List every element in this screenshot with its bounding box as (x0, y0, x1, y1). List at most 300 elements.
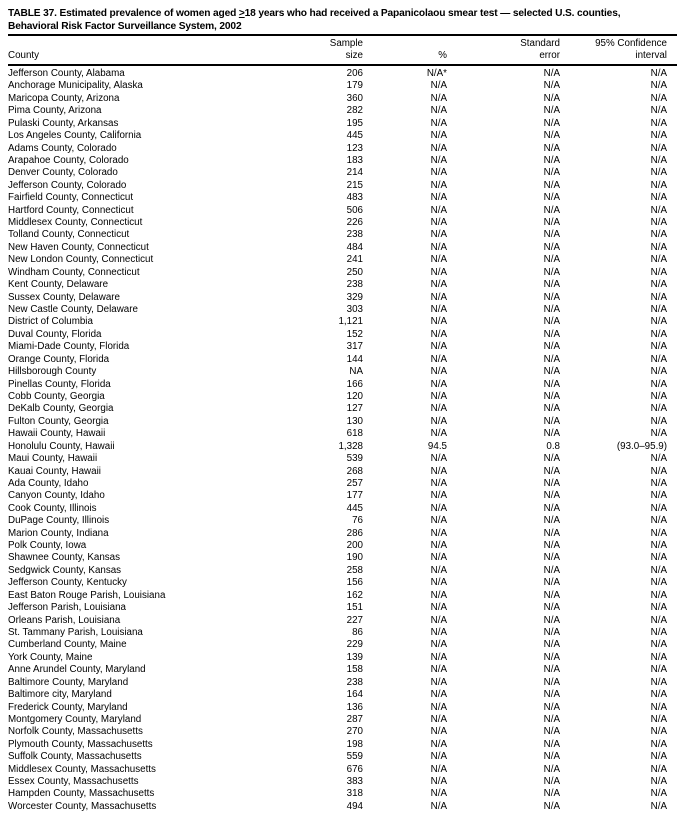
percent-cell: N/A (430, 689, 447, 701)
table-row (8, 93, 677, 105)
standard-error-cell: N/A (543, 217, 560, 229)
standard-error-cell: N/A (543, 701, 560, 713)
standard-error-cell: N/A (543, 763, 560, 775)
county-cell: Middlesex County, Massachusetts (8, 763, 156, 775)
percent-cell: N/A (430, 726, 447, 738)
confidence-interval-cell: N/A (650, 676, 667, 688)
sample-size-cell: 282 (346, 105, 363, 117)
table-row (8, 453, 677, 465)
table-row (8, 590, 677, 602)
standard-error-cell: N/A (543, 515, 560, 527)
table-row (8, 316, 677, 328)
standard-error-cell: N/A (543, 552, 560, 564)
table-body (8, 65, 677, 813)
sample-size-cell: 483 (346, 192, 363, 204)
percent-cell: N/A (430, 192, 447, 204)
confidence-interval-cell: N/A (650, 390, 667, 402)
confidence-interval-cell: N/A (650, 738, 667, 750)
county-cell: Honolulu County, Hawaii (8, 440, 115, 452)
standard-error-cell: N/A (543, 304, 560, 316)
sample-size-cell: 241 (346, 254, 363, 266)
confidence-interval-cell: N/A (650, 229, 667, 241)
table-row (8, 254, 677, 266)
standard-error-cell: N/A (543, 366, 560, 378)
sample-size-cell: NA (349, 366, 363, 378)
confidence-interval-cell: N/A (650, 701, 667, 713)
standard-error-cell: N/A (543, 403, 560, 415)
table-row (8, 565, 677, 577)
confidence-interval-cell: N/A (650, 626, 667, 638)
confidence-interval-cell: N/A (650, 130, 667, 142)
confidence-interval-cell: N/A (650, 117, 667, 129)
standard-error-cell: N/A (543, 477, 560, 489)
confidence-interval-cell: N/A (650, 80, 667, 92)
confidence-interval-cell: N/A (650, 341, 667, 353)
percent-cell: N/A (430, 266, 447, 278)
county-cell: Frederick County, Maryland (8, 701, 128, 713)
percent-cell: N/A (430, 701, 447, 713)
table-row (8, 143, 677, 155)
sample-size-cell: 229 (346, 639, 363, 651)
col-header-sample-size-line2: size (345, 50, 363, 61)
sample-size-cell: 445 (346, 502, 363, 514)
col-header-standard-error-line1: Standard (520, 38, 560, 49)
confidence-interval-cell: N/A (650, 577, 667, 589)
sample-size-cell: 164 (346, 689, 363, 701)
confidence-interval-cell: N/A (650, 800, 667, 812)
table-row (8, 801, 677, 813)
table-row (8, 391, 677, 403)
percent-cell: N/A (430, 316, 447, 328)
table-row (8, 403, 677, 415)
percent-cell: N/A (430, 403, 447, 415)
percent-cell: N/A (430, 751, 447, 763)
sample-size-cell: 179 (346, 80, 363, 92)
standard-error-cell: N/A (543, 316, 560, 328)
percent-cell: N/A (430, 241, 447, 253)
confidence-interval-cell: N/A (650, 328, 667, 340)
table-row (8, 192, 677, 204)
percent-cell: N/A (430, 614, 447, 626)
county-cell: East Baton Rouge Parish, Louisiana (8, 589, 166, 601)
sample-size-cell: 86 (352, 626, 363, 638)
confidence-interval-cell: N/A (650, 167, 667, 179)
table-row (8, 714, 677, 726)
confidence-interval-cell: N/A (650, 614, 667, 626)
county-cell: Montgomery County, Maryland (8, 713, 142, 725)
percent-cell: N/A (430, 763, 447, 775)
sample-size-cell: 120 (346, 390, 363, 402)
sample-size-cell: 226 (346, 217, 363, 229)
table-row (8, 478, 677, 490)
county-cell: Windham County, Connecticut (8, 266, 140, 278)
table-row (8, 540, 677, 552)
percent-cell: N/A (430, 80, 447, 92)
confidence-interval-cell: N/A (650, 179, 667, 191)
table-title (8, 8, 677, 33)
table-row (8, 341, 677, 353)
county-cell: Arapahoe County, Colorado (8, 154, 129, 166)
table-row (8, 751, 677, 763)
standard-error-cell: N/A (543, 751, 560, 763)
table-row (8, 739, 677, 751)
table-row (8, 130, 677, 142)
standard-error-cell: N/A (543, 341, 560, 353)
county-cell: Pulaski County, Arkansas (8, 117, 119, 129)
standard-error-cell: N/A (543, 154, 560, 166)
greater-equal-symbol: > (238, 8, 245, 19)
confidence-interval-cell: N/A (650, 589, 667, 601)
county-cell: Fairfield County, Connecticut (8, 192, 134, 204)
percent-cell: N/A* (426, 68, 447, 79)
title-text-part1: TABLE 37. Estimated prevalence of women aged (8, 8, 239, 19)
county-cell: Suffolk County, Massachusetts (8, 751, 142, 763)
sample-size-cell: 484 (346, 241, 363, 253)
col-header-sample-size (310, 35, 372, 65)
confidence-interval-cell: N/A (650, 415, 667, 427)
standard-error-cell: N/A (543, 564, 560, 576)
table-row (8, 205, 677, 217)
percent-cell: N/A (430, 428, 447, 440)
table-row (8, 105, 677, 117)
standard-error-cell: N/A (543, 117, 560, 129)
confidence-interval-cell: N/A (650, 527, 667, 539)
standard-error-cell: N/A (543, 664, 560, 676)
table-row (8, 577, 677, 589)
percent-cell: N/A (430, 353, 447, 365)
confidence-interval-cell: N/A (650, 304, 667, 316)
standard-error-cell: N/A (543, 80, 560, 92)
county-cell: DuPage County, Illinois (8, 515, 110, 527)
sample-size-cell: 445 (346, 130, 363, 142)
percent-cell: N/A (430, 167, 447, 179)
confidence-interval-cell: N/A (650, 92, 667, 104)
standard-error-cell: N/A (543, 490, 560, 502)
percent-cell: N/A (430, 117, 447, 129)
percent-cell: N/A (430, 291, 447, 303)
county-cell: Hartford County, Connecticut (8, 204, 134, 216)
table-row (8, 466, 677, 478)
county-cell: Polk County, Iowa (8, 540, 87, 552)
percent-cell: N/A (430, 279, 447, 291)
standard-error-cell: N/A (543, 713, 560, 725)
percent-cell: N/A (430, 217, 447, 229)
sample-size-cell: 156 (346, 577, 363, 589)
sample-size-cell: 318 (346, 788, 363, 800)
table-row (8, 639, 677, 651)
county-cell: Pinellas County, Florida (8, 378, 111, 390)
percent-cell: N/A (430, 502, 447, 514)
standard-error-cell: N/A (543, 676, 560, 688)
table-row (8, 229, 677, 241)
sample-size-cell: 268 (346, 465, 363, 477)
sample-size-cell: 303 (346, 304, 363, 316)
standard-error-cell: N/A (543, 626, 560, 638)
standard-error-cell: N/A (543, 279, 560, 291)
sample-size-cell: 360 (346, 92, 363, 104)
standard-error-cell: N/A (543, 130, 560, 142)
table-row (8, 788, 677, 800)
confidence-interval-cell: N/A (650, 788, 667, 800)
sample-size-cell: 559 (346, 751, 363, 763)
confidence-interval-cell: N/A (650, 366, 667, 378)
standard-error-cell: N/A (543, 689, 560, 701)
county-cell: New Haven County, Connecticut (8, 241, 149, 253)
county-cell: Shawnee County, Kansas (8, 552, 121, 564)
sample-size-cell: 238 (346, 279, 363, 291)
county-cell: Anne Arundel County, Maryland (8, 664, 146, 676)
percent-cell: N/A (430, 800, 447, 812)
percent-cell: N/A (430, 204, 447, 216)
percent-cell: N/A (430, 366, 447, 378)
percent-cell: N/A (430, 651, 447, 663)
table-row (8, 167, 677, 179)
table-row (8, 329, 677, 341)
county-cell: Hillsborough County (8, 366, 97, 378)
standard-error-cell: N/A (543, 651, 560, 663)
sample-size-cell: 539 (346, 453, 363, 465)
col-header-confidence-interval-line2: interval (635, 50, 667, 61)
county-cell: Jefferson Parish, Louisiana (8, 602, 126, 614)
table-header (8, 35, 677, 65)
sample-size-cell: 130 (346, 415, 363, 427)
standard-error-cell: N/A (543, 328, 560, 340)
standard-error-cell: N/A (543, 167, 560, 179)
county-cell: Norfolk County, Massachusetts (8, 726, 143, 738)
table-row (8, 428, 677, 440)
county-cell: St. Tammany Parish, Louisiana (8, 626, 143, 638)
county-cell: Denver County, Colorado (8, 167, 118, 179)
percent-cell: N/A (430, 564, 447, 576)
confidence-interval-cell: N/A (650, 713, 667, 725)
confidence-interval-cell: N/A (650, 689, 667, 701)
confidence-interval-cell: N/A (650, 564, 667, 576)
standard-error-cell: N/A (543, 241, 560, 253)
percent-cell: N/A (430, 179, 447, 191)
standard-error-cell: N/A (543, 577, 560, 589)
table-row (8, 279, 677, 291)
percent-cell: N/A (430, 453, 447, 465)
county-cell: Middlesex County, Connecticut (8, 217, 143, 229)
county-cell: Pima County, Arizona (8, 105, 102, 117)
table-row (8, 441, 677, 453)
sample-size-cell: 270 (346, 726, 363, 738)
percent-cell: N/A (430, 552, 447, 564)
table-row (8, 80, 677, 92)
standard-error-cell: N/A (543, 291, 560, 303)
sample-size-cell: 329 (346, 291, 363, 303)
confidence-interval-cell: N/A (650, 763, 667, 775)
table-row (8, 267, 677, 279)
county-cell: York County, Maine (8, 651, 93, 663)
col-header-confidence-interval (568, 35, 677, 65)
confidence-interval-cell: N/A (650, 291, 667, 303)
standard-error-cell: N/A (543, 639, 560, 651)
standard-error-cell: N/A (543, 502, 560, 514)
percent-cell: N/A (430, 713, 447, 725)
confidence-interval-cell: N/A (650, 602, 667, 614)
table-row (8, 664, 677, 676)
percent-cell: N/A (430, 626, 447, 638)
percent-cell: N/A (430, 589, 447, 601)
standard-error-cell: N/A (543, 266, 560, 278)
sample-size-cell: 250 (346, 266, 363, 278)
standard-error-cell: N/A (543, 378, 560, 390)
standard-error-cell: N/A (543, 254, 560, 266)
confidence-interval-cell: N/A (650, 751, 667, 763)
percent-cell: N/A (430, 577, 447, 589)
standard-error-cell: N/A (543, 353, 560, 365)
percent-cell: N/A (430, 515, 447, 527)
table-row (8, 292, 677, 304)
table-row (8, 217, 677, 229)
standard-error-cell: N/A (543, 788, 560, 800)
percent-cell: N/A (430, 130, 447, 142)
standard-error-cell: N/A (543, 800, 560, 812)
sample-size-cell: 166 (346, 378, 363, 390)
sample-size-cell: 158 (346, 664, 363, 676)
confidence-interval-cell: N/A (650, 726, 667, 738)
confidence-interval-cell: N/A (650, 453, 667, 465)
standard-error-cell: N/A (543, 92, 560, 104)
confidence-interval-cell: N/A (650, 776, 667, 788)
county-cell: Jefferson County, Alabama (8, 68, 125, 79)
standard-error-cell: N/A (543, 527, 560, 539)
standard-error-cell: N/A (543, 738, 560, 750)
percent-cell: N/A (430, 105, 447, 117)
standard-error-cell: N/A (543, 390, 560, 402)
county-cell: Ada County, Idaho (8, 477, 89, 489)
sample-size-cell: 506 (346, 204, 363, 216)
county-cell: Cook County, Illinois (8, 502, 97, 514)
sample-size-cell: 286 (346, 527, 363, 539)
col-header-percent-label: % (438, 50, 447, 61)
standard-error-cell: N/A (543, 229, 560, 241)
standard-error-cell: N/A (543, 142, 560, 154)
percent-cell: N/A (430, 229, 447, 241)
table-row (8, 354, 677, 366)
percent-cell: N/A (430, 415, 447, 427)
confidence-interval-cell: N/A (650, 353, 667, 365)
sample-size-cell: 183 (346, 154, 363, 166)
percent-cell: N/A (430, 664, 447, 676)
table-row (8, 764, 677, 776)
standard-error-cell: N/A (543, 602, 560, 614)
confidence-interval-cell: N/A (650, 490, 667, 502)
sample-size-cell: 317 (346, 341, 363, 353)
percent-cell: N/A (430, 776, 447, 788)
table-row (8, 627, 677, 639)
table-row (8, 416, 677, 428)
sample-size-cell: 76 (352, 515, 363, 527)
standard-error-cell: N/A (543, 415, 560, 427)
table-row (8, 776, 677, 788)
sample-size-cell: 287 (346, 713, 363, 725)
standard-error-cell: N/A (543, 540, 560, 552)
county-cell: Orange County, Florida (8, 353, 110, 365)
county-cell: Cobb County, Georgia (8, 390, 105, 402)
sample-size-cell: 206 (346, 68, 363, 79)
county-cell: Kauai County, Hawaii (8, 465, 101, 477)
county-cell: Anchorage Municipality, Alaska (8, 80, 143, 92)
standard-error-cell: N/A (543, 428, 560, 440)
confidence-interval-cell: N/A (650, 204, 667, 216)
sample-size-cell: 494 (346, 800, 363, 812)
header-row (8, 35, 677, 65)
table-row (8, 552, 677, 564)
table-row (8, 490, 677, 502)
confidence-interval-cell: N/A (650, 465, 667, 477)
county-cell: Kent County, Delaware (8, 279, 109, 291)
sample-size-cell: 139 (346, 651, 363, 663)
sample-size-cell: 190 (346, 552, 363, 564)
percent-cell: N/A (430, 390, 447, 402)
percent-cell: N/A (430, 676, 447, 688)
sample-size-cell: 200 (346, 540, 363, 552)
standard-error-cell: N/A (543, 105, 560, 117)
sample-size-cell: 152 (346, 328, 363, 340)
col-header-county (8, 35, 310, 65)
county-cell: District of Columbia (8, 316, 93, 328)
prevalence-table (8, 34, 677, 813)
county-cell: New London County, Connecticut (8, 254, 154, 266)
confidence-interval-cell: N/A (650, 540, 667, 552)
percent-cell: N/A (430, 527, 447, 539)
percent-cell: N/A (430, 328, 447, 340)
confidence-interval-cell: N/A (650, 154, 667, 166)
sample-size-cell: 144 (346, 353, 363, 365)
table-row (8, 379, 677, 391)
standard-error-cell: N/A (543, 589, 560, 601)
sample-size-cell: 123 (346, 142, 363, 154)
percent-cell: N/A (430, 304, 447, 316)
percent-cell: N/A (430, 477, 447, 489)
table-row (8, 689, 677, 701)
sample-size-cell: 238 (346, 229, 363, 241)
sample-size-cell: 257 (346, 477, 363, 489)
county-cell: Cumberland County, Maine (8, 639, 127, 651)
percent-cell: N/A (430, 465, 447, 477)
col-header-standard-error (456, 35, 568, 65)
sample-size-cell: 618 (346, 428, 363, 440)
table-row (8, 702, 677, 714)
table-row (8, 726, 677, 738)
sample-size-cell: 151 (346, 602, 363, 614)
table-row (8, 528, 677, 540)
percent-cell: N/A (430, 639, 447, 651)
table-row (8, 652, 677, 664)
sample-size-cell: 215 (346, 179, 363, 191)
percent-cell: N/A (430, 378, 447, 390)
sample-size-cell: 177 (346, 490, 363, 502)
county-cell: Jefferson County, Colorado (8, 179, 127, 191)
sample-size-cell: 258 (346, 564, 363, 576)
confidence-interval-cell: N/A (650, 68, 667, 79)
confidence-interval-cell: N/A (650, 241, 667, 253)
sample-size-cell: 1,328 (338, 440, 363, 452)
county-cell: Jefferson County, Kentucky (8, 577, 127, 589)
percent-cell: N/A (430, 540, 447, 552)
sample-size-cell: 227 (346, 614, 363, 626)
confidence-interval-cell: N/A (650, 316, 667, 328)
percent-cell: N/A (430, 602, 447, 614)
percent-cell: 94.5 (427, 440, 447, 452)
county-cell: Marion County, Indiana (8, 527, 109, 539)
confidence-interval-cell: N/A (650, 651, 667, 663)
percent-cell: N/A (430, 92, 447, 104)
table-title-line1 (8, 8, 677, 21)
county-cell: Hampden County, Massachusetts (8, 788, 155, 800)
